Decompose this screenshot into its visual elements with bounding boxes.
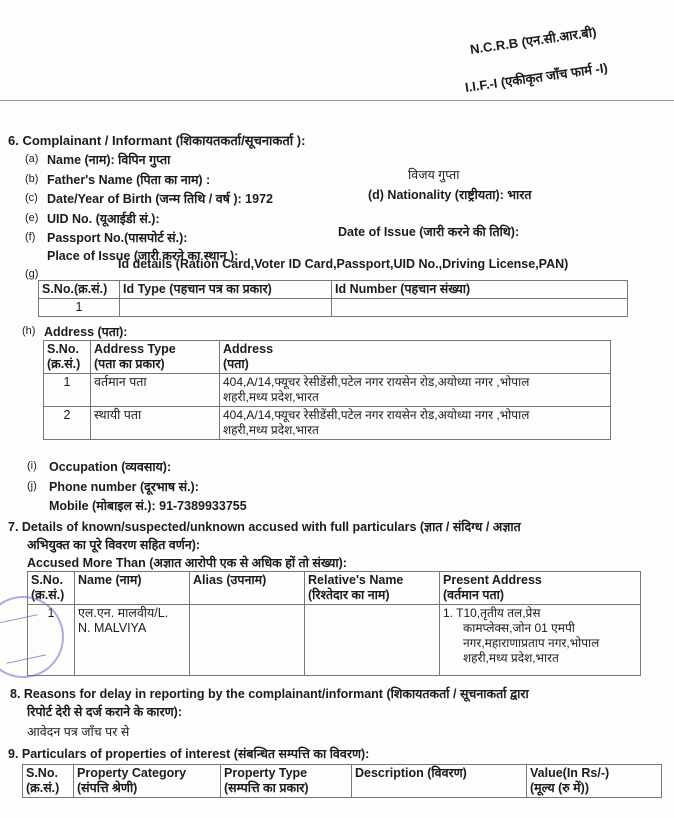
- label-e: (e): [25, 212, 39, 224]
- prop-header-sno: S.No. (क्र.सं.): [23, 765, 74, 798]
- acc-row-name: एल.एन. मालवीय/L. N. MALVIYA: [75, 605, 190, 676]
- id-table-header-type: Id Type (पहचान पत्र का प्रकार): [120, 281, 332, 299]
- addr-row1-address: 404,A/14,फ्यूचर रेसीडेंसी,पटेल नगर रायसेन रोड,अयोध्या नगर ,भोपाल शहरी,मध्य प्रदेश,भारत: [220, 374, 611, 407]
- phone-number: Phone number (दूरभाष सं.):: [49, 480, 199, 494]
- prop-header-description: Description (विवरण): [352, 765, 527, 798]
- uid-no: UID No. (यूआईडी सं.):: [47, 212, 160, 226]
- table-row: [44, 374, 611, 407]
- delay-reason: आवेदन पत्र जाँच पर से: [27, 725, 130, 739]
- header-iif: I.I.F.-I (एकीकृत जाँच फार्म -I): [464, 60, 609, 95]
- prop-header-type: Property Type (सम्पत्ति का प्रकार): [221, 765, 352, 798]
- section-6-title: 6. Complainant / Informant (शिकायतकर्ता/सूचनाकर्ता ):: [8, 133, 306, 148]
- acc-header-alias: Alias (उपनाम): [190, 572, 305, 605]
- property-table: [22, 764, 662, 798]
- mobile-number: Mobile (मोबाइल सं.): 91-7389933755: [49, 499, 247, 513]
- id-details: Id details (Ration Card,Voter ID Card,Passport,UID No.,Driving License,PAN): [118, 257, 569, 271]
- acc-header-sno: S.No. (क्र.सं.): [28, 572, 75, 605]
- address-title: Address (पता):: [44, 325, 128, 339]
- label-b: (b): [25, 173, 39, 185]
- label-j: (j): [27, 480, 37, 492]
- divider: [0, 100, 674, 101]
- acc-header-name: Name (नाम): [75, 572, 190, 605]
- section-9-title: 9. Particulars of properties of interest (संबन्धित सम्पत्ति का विवरण):: [8, 747, 370, 761]
- fathers-name-label: Father's Name (पिता का नाम) :: [47, 173, 211, 187]
- addr-row2-sno: 2: [44, 407, 91, 440]
- complainant-name: Name (नाम): विपिन गुप्ता: [47, 153, 171, 167]
- accused-more-than: Accused More Than (अज्ञात आरोपी एक से अधिक हों तो संख्या):: [27, 556, 347, 570]
- occupation: Occupation (व्यवसाय):: [49, 460, 172, 474]
- label-g: (g): [25, 268, 39, 280]
- label-i: (i): [27, 460, 37, 472]
- id-table-header-sno: S.No.(क्र.सं.): [39, 281, 120, 299]
- address-table: [43, 340, 611, 440]
- section-7-title: 7. Details of known/suspected/unknown accused with full particulars (ज्ञात / संदिग्ध / अज्ञात: [8, 520, 521, 534]
- section-8-title: 8. Reasons for delay in reporting by the complainant/informant (शिकायतकर्ता / सूचनाकर्ता द्वारा: [10, 687, 529, 701]
- accused-table: [27, 571, 641, 676]
- acc-row-relative: [305, 605, 440, 676]
- addr-row2-address: 404,A/14,फ्यूचर रेसीडेंसी,पटेल नगर रायसेन रोड,अयोध्या नगर ,भोपाल शहरी,मध्य प्रदेश,भारत: [220, 407, 611, 440]
- acc-row-alias: [190, 605, 305, 676]
- label-f: (f): [25, 231, 36, 243]
- table-row: [28, 605, 641, 676]
- addr-header-sno: S.No. (क्र.सं.): [44, 341, 91, 374]
- fathers-name-value: विजय गुप्ता: [408, 168, 460, 182]
- label-a: (a): [25, 153, 39, 165]
- table-row: [44, 407, 611, 440]
- dob: Date/Year of Birth (जन्म तिथि / वर्ष ): 1972: [47, 192, 273, 206]
- label-c: (c): [25, 192, 38, 204]
- id-table-number: [332, 299, 628, 317]
- nationality: (d) Nationality (राष्ट्रीयता): भारत: [368, 188, 532, 202]
- prop-header-value: Value(In Rs/-) (मूल्य (रु में)): [527, 765, 662, 798]
- header-ncrb: N.C.R.B (एन.सी.आर.बी): [469, 24, 598, 57]
- acc-header-address: Present Address (वर्तमान पता): [440, 572, 641, 605]
- addr-row2-type: स्थायी पता: [91, 407, 220, 440]
- section-7-title-2: अभियुक्त का पूरे विवरण सहित वर्णन):: [27, 538, 201, 552]
- id-table-sno: 1: [39, 299, 120, 317]
- label-h: (h): [22, 325, 36, 337]
- place-of-issue: Place of Issue (जारी करने का स्थान ):: [47, 249, 239, 263]
- id-table: [38, 280, 628, 317]
- passport-no: Passport No.(पासपोर्ट सं.):: [47, 231, 188, 245]
- section-8-title-2: रिपोर्ट देरी से दर्ज कराने के कारण):: [27, 705, 182, 719]
- addr-row1-sno: 1: [44, 374, 91, 407]
- acc-row-sno: 1: [28, 605, 75, 676]
- id-table-header-number: Id Number (पहचान संख्या): [332, 281, 628, 299]
- acc-header-relative: Relative's Name (रिश्तेदार का नाम): [305, 572, 440, 605]
- addr-row1-type: वर्तमान पता: [91, 374, 220, 407]
- acc-row-address: 1. T10,तृतीय तल,प्रेस कामप्लेक्स,जोन 01 एमपी नगर,महाराणाप्रताप नगर,भोपाल शहरी,मध्य प्रदेश,भारत: [440, 605, 641, 676]
- addr-header-address: Address (पता): [220, 341, 611, 374]
- prop-header-category: Property Category (संपत्ति श्रेणी): [74, 765, 221, 798]
- date-of-issue: Date of Issue (जारी करने की तिथि):: [338, 225, 520, 239]
- id-table-type: [120, 299, 332, 317]
- addr-header-type: Address Type (पता का प्रकार): [91, 341, 220, 374]
